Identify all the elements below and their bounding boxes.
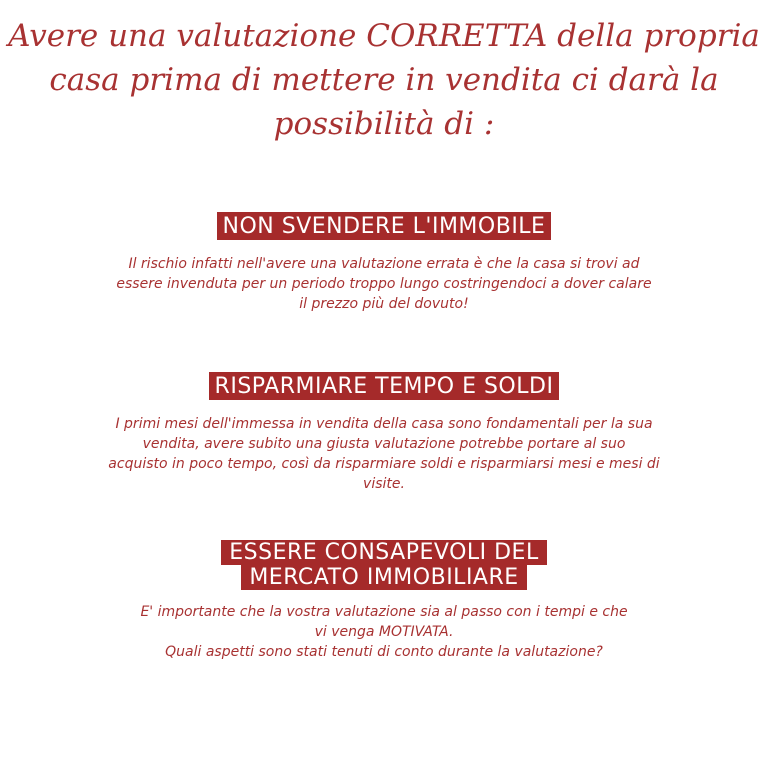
body-line: vendita, avere subito una giusta valutazione potrebbe portare al suo [142, 436, 626, 452]
heading-line: ESSERE CONSAPEVOLI DEL [221, 540, 546, 565]
body-line: Quali aspetti sono stati tenuti di conto durante la valutazione? [165, 644, 603, 660]
title-line: possibilità di : [273, 106, 495, 142]
section-body [0, 254, 768, 314]
body-line: visite. [363, 476, 405, 492]
section-non-svendere [0, 212, 768, 314]
section-risparmiare [0, 372, 768, 494]
title-line: Avere una valutazione CORRETTA della propria [8, 18, 760, 54]
body-line: essere invenduta per un periodo troppo lungo costringendoci a dover calare [116, 276, 652, 292]
section-body [0, 414, 768, 494]
heading-line: MERCATO IMMOBILIARE [241, 565, 526, 590]
section-heading: NON SVENDERE L'IMMOBILE [217, 212, 552, 240]
body-line: vi venga MOTIVATA. [314, 624, 454, 640]
title-line: casa prima di mettere in vendita ci darà la [49, 62, 719, 98]
body-line: I primi mesi dell'immessa in vendita della casa sono fondamentali per la sua [115, 416, 653, 432]
body-line: Il rischio infatti nell'avere una valutazione errata è che la casa si trovi ad [128, 256, 640, 272]
section-consapevoli [0, 540, 768, 662]
page-title [0, 14, 768, 146]
body-line: il prezzo più del dovuto! [299, 296, 469, 312]
section-heading: RISPARMIARE TEMPO E SOLDI [209, 372, 560, 400]
body-line: E' importante che la vostra valutazione sia al passo con i tempi e che [140, 604, 628, 620]
section-body [0, 602, 768, 662]
body-line: acquisto in poco tempo, così da risparmiare soldi e risparmiarsi mesi e mesi di [108, 456, 660, 472]
section-heading [221, 540, 546, 590]
